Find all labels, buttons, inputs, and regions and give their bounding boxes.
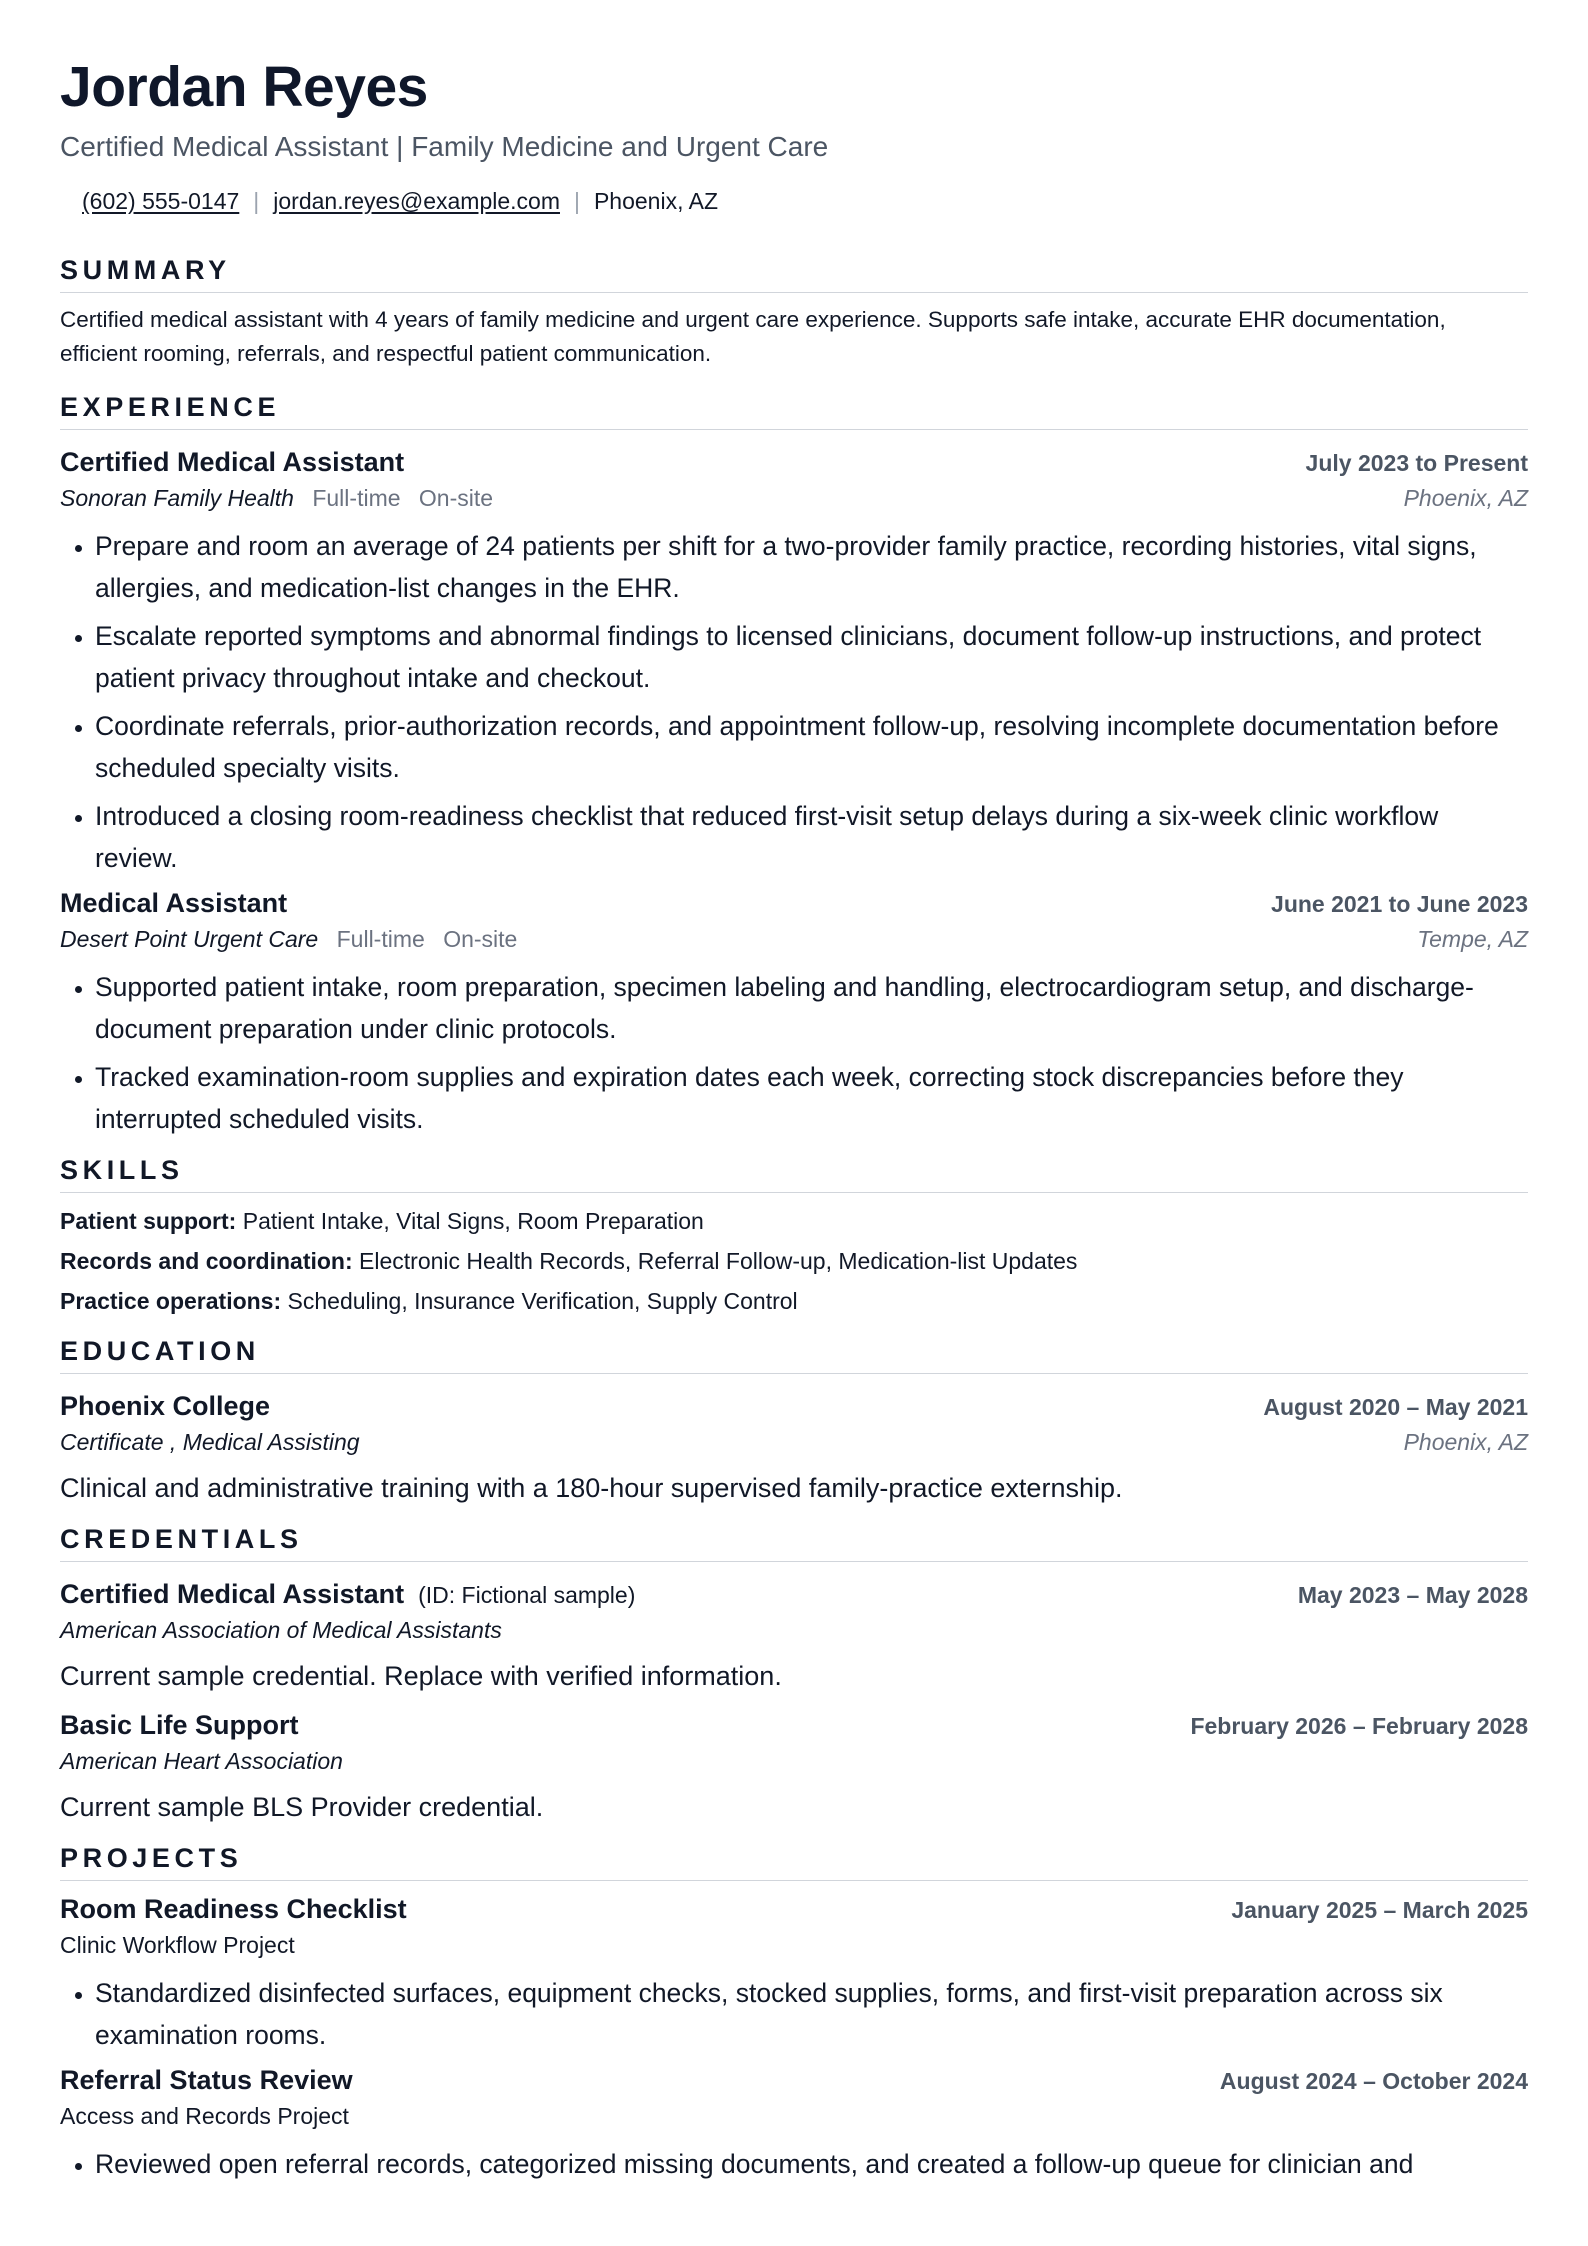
project-subheader <box>60 2099 1528 2133</box>
project-name: Referral Status Review <box>60 2065 353 2095</box>
credential-issuer: American Association of Medical Assistants <box>60 1617 502 1643</box>
candidate-headline: Certified Medical Assistant | Family Medicine and Urgent Care <box>60 131 829 162</box>
credential-description: Current sample credential. Replace with verified information. <box>60 1661 782 1691</box>
job-bullet: • Prepare and room an average of 24 patients per shift for a two-provider family practice, recording histories, vital signs, allergies, and medication-list changes in the EHR. <box>95 525 1528 609</box>
phone-link[interactable]: (602) 555-0147 <box>82 188 240 214</box>
project-dates: January 2025 – March 2025 <box>1231 1897 1528 1923</box>
education-subheader <box>60 1425 1528 1459</box>
resume-header <box>60 56 1528 216</box>
section-title-education: EDUCATION <box>60 1335 1528 1374</box>
job-org-line <box>60 481 493 515</box>
job-title: Medical Assistant <box>60 888 288 918</box>
job-bullet: • Coordinate referrals, prior-authorization records, and appointment follow-up, resolving incomplete documentation before scheduled specialty visits. <box>95 705 1528 789</box>
education-description: Clinical and administrative training with a 180-hour supervised family-practice externship. <box>60 1473 1123 1503</box>
section-title-credentials: CREDENTIALS <box>60 1523 1528 1562</box>
project-bullets <box>60 1972 1528 2056</box>
project-bullets <box>60 2143 1528 2185</box>
credential-dates: February 2026 – February 2028 <box>1190 1713 1528 1739</box>
summary-text: Certified medical assistant with 4 years of family medicine and urgent care experience. Supports safe intake, accurate EHR documentation, efficient rooming, referrals, and respectful patient communication. <box>60 307 1446 366</box>
job-type: Full-time <box>336 926 425 952</box>
job-location: Phoenix, AZ <box>1403 485 1528 511</box>
projects-section <box>60 1842 1528 2185</box>
email-link[interactable]: jordan.reyes@example.com <box>273 188 560 214</box>
credential-subheader <box>60 1744 1528 1778</box>
job-entry <box>60 444 1528 879</box>
job-bullet: • Escalate reported symptoms and abnormal findings to licensed clinicians, document follow-up instructions, and protect patient privacy throughout intake and checkout. <box>95 615 1528 699</box>
credential-id: (ID: Fictional sample) <box>418 1582 636 1608</box>
skill-group-label: Records and coordination: <box>60 1248 353 1274</box>
job-bullet: • Introduced a closing room-readiness checklist that reduced first-visit setup delays during a six-week clinic workflow review. <box>95 795 1528 879</box>
credential-name: Certified Medical Assistant <box>60 1579 405 1609</box>
contact-line <box>60 186 1528 216</box>
skill-group-label: Practice operations: <box>60 1288 282 1314</box>
education-dates: August 2020 – May 2021 <box>1263 1394 1528 1420</box>
job-employer: Desert Point Urgent Care <box>60 926 319 952</box>
project-dates: August 2024 – October 2024 <box>1219 2068 1528 2094</box>
job-location: Tempe, AZ <box>1417 926 1528 952</box>
project-subtitle: Clinic Workflow Project <box>60 1932 295 1958</box>
job-type: Full-time <box>312 485 401 511</box>
section-title-summary: SUMMARY <box>60 254 1528 293</box>
contact-separator: | <box>253 188 260 214</box>
job-subheader <box>60 481 1528 515</box>
school-name: Phoenix College <box>60 1391 271 1421</box>
education-entry <box>60 1388 1528 1507</box>
job-bullets <box>60 966 1528 1140</box>
job-header <box>60 444 1528 481</box>
job-dates: June 2021 to June 2023 <box>1271 891 1528 917</box>
credential-entry <box>60 1707 1528 1826</box>
project-bullet: • Standardized disinfected surfaces, equipment checks, stocked supplies, forms, and first-visit preparation across six examination rooms. <box>95 1972 1528 2056</box>
job-subheader <box>60 922 1528 956</box>
credential-name: Basic Life Support <box>60 1710 299 1740</box>
credential-issuer: American Heart Association <box>60 1748 343 1774</box>
contact-separator: | <box>573 188 580 214</box>
skills-section <box>60 1154 1528 1321</box>
candidate-name: Jordan Reyes <box>60 55 428 119</box>
project-name: Room Readiness Checklist <box>60 1894 407 1924</box>
credential-dates: May 2023 – May 2028 <box>1297 1582 1528 1608</box>
skill-group <box>60 1241 1528 1281</box>
credential-entry <box>60 1576 1528 1695</box>
job-dates: July 2023 to Present <box>1305 450 1528 476</box>
job-employer: Sonoran Family Health <box>60 485 294 511</box>
project-subheader <box>60 1928 1528 1962</box>
skills-list <box>60 1201 1528 1321</box>
section-title-projects: PROJECTS <box>60 1842 1528 1881</box>
job-header <box>60 885 1528 922</box>
credential-header <box>60 1576 1528 1613</box>
job-setting: On-site <box>443 926 518 952</box>
job-setting: On-site <box>418 485 494 511</box>
education-section <box>60 1335 1528 1507</box>
project-entry <box>60 1891 1528 2056</box>
job-entry <box>60 885 1528 1140</box>
project-subtitle: Access and Records Project <box>60 2103 349 2129</box>
summary-section <box>60 254 1528 371</box>
job-title: Certified Medical Assistant <box>60 447 405 477</box>
credential-name-line <box>60 1576 635 1613</box>
skill-group-items: Electronic Health Records, Referral Follow-up, Medication-list Updates <box>359 1248 1078 1274</box>
experience-section <box>60 391 1528 1140</box>
skill-group-items: Scheduling, Insurance Verification, Supply Control <box>287 1288 798 1314</box>
section-title-experience: EXPERIENCE <box>60 391 1528 430</box>
credentials-section <box>60 1523 1528 1826</box>
skill-group <box>60 1281 1528 1321</box>
job-org-line <box>60 922 517 956</box>
skill-group-label: Patient support: <box>60 1208 237 1234</box>
education-credential: Certificate , Medical Assisting <box>60 1429 360 1455</box>
job-bullet: • Supported patient intake, room preparation, specimen labeling and handling, electrocardiogram setup, and discharge-document preparation under clinic protocols. <box>95 966 1528 1050</box>
education-header <box>60 1388 1528 1425</box>
skill-group-items: Patient Intake, Vital Signs, Room Preparation <box>242 1208 704 1234</box>
education-location: Phoenix, AZ <box>1403 1429 1528 1455</box>
job-bullet: • Tracked examination-room supplies and expiration dates each week, correcting stock discrepancies before they interrupted scheduled visits. <box>95 1056 1528 1140</box>
credential-description: Current sample BLS Provider credential. <box>60 1792 544 1822</box>
project-header <box>60 2062 1528 2099</box>
project-bullet: • Reviewed open referral records, categorized missing documents, and created a follow-up queue for clinician and <box>95 2143 1528 2185</box>
credential-header <box>60 1707 1528 1744</box>
project-header <box>60 1891 1528 1928</box>
job-bullets <box>60 525 1528 879</box>
section-title-skills: SKILLS <box>60 1154 1528 1193</box>
credential-subheader <box>60 1613 1528 1647</box>
skill-group <box>60 1201 1528 1241</box>
project-entry <box>60 2062 1528 2185</box>
contact-location: Phoenix, AZ <box>593 188 718 214</box>
